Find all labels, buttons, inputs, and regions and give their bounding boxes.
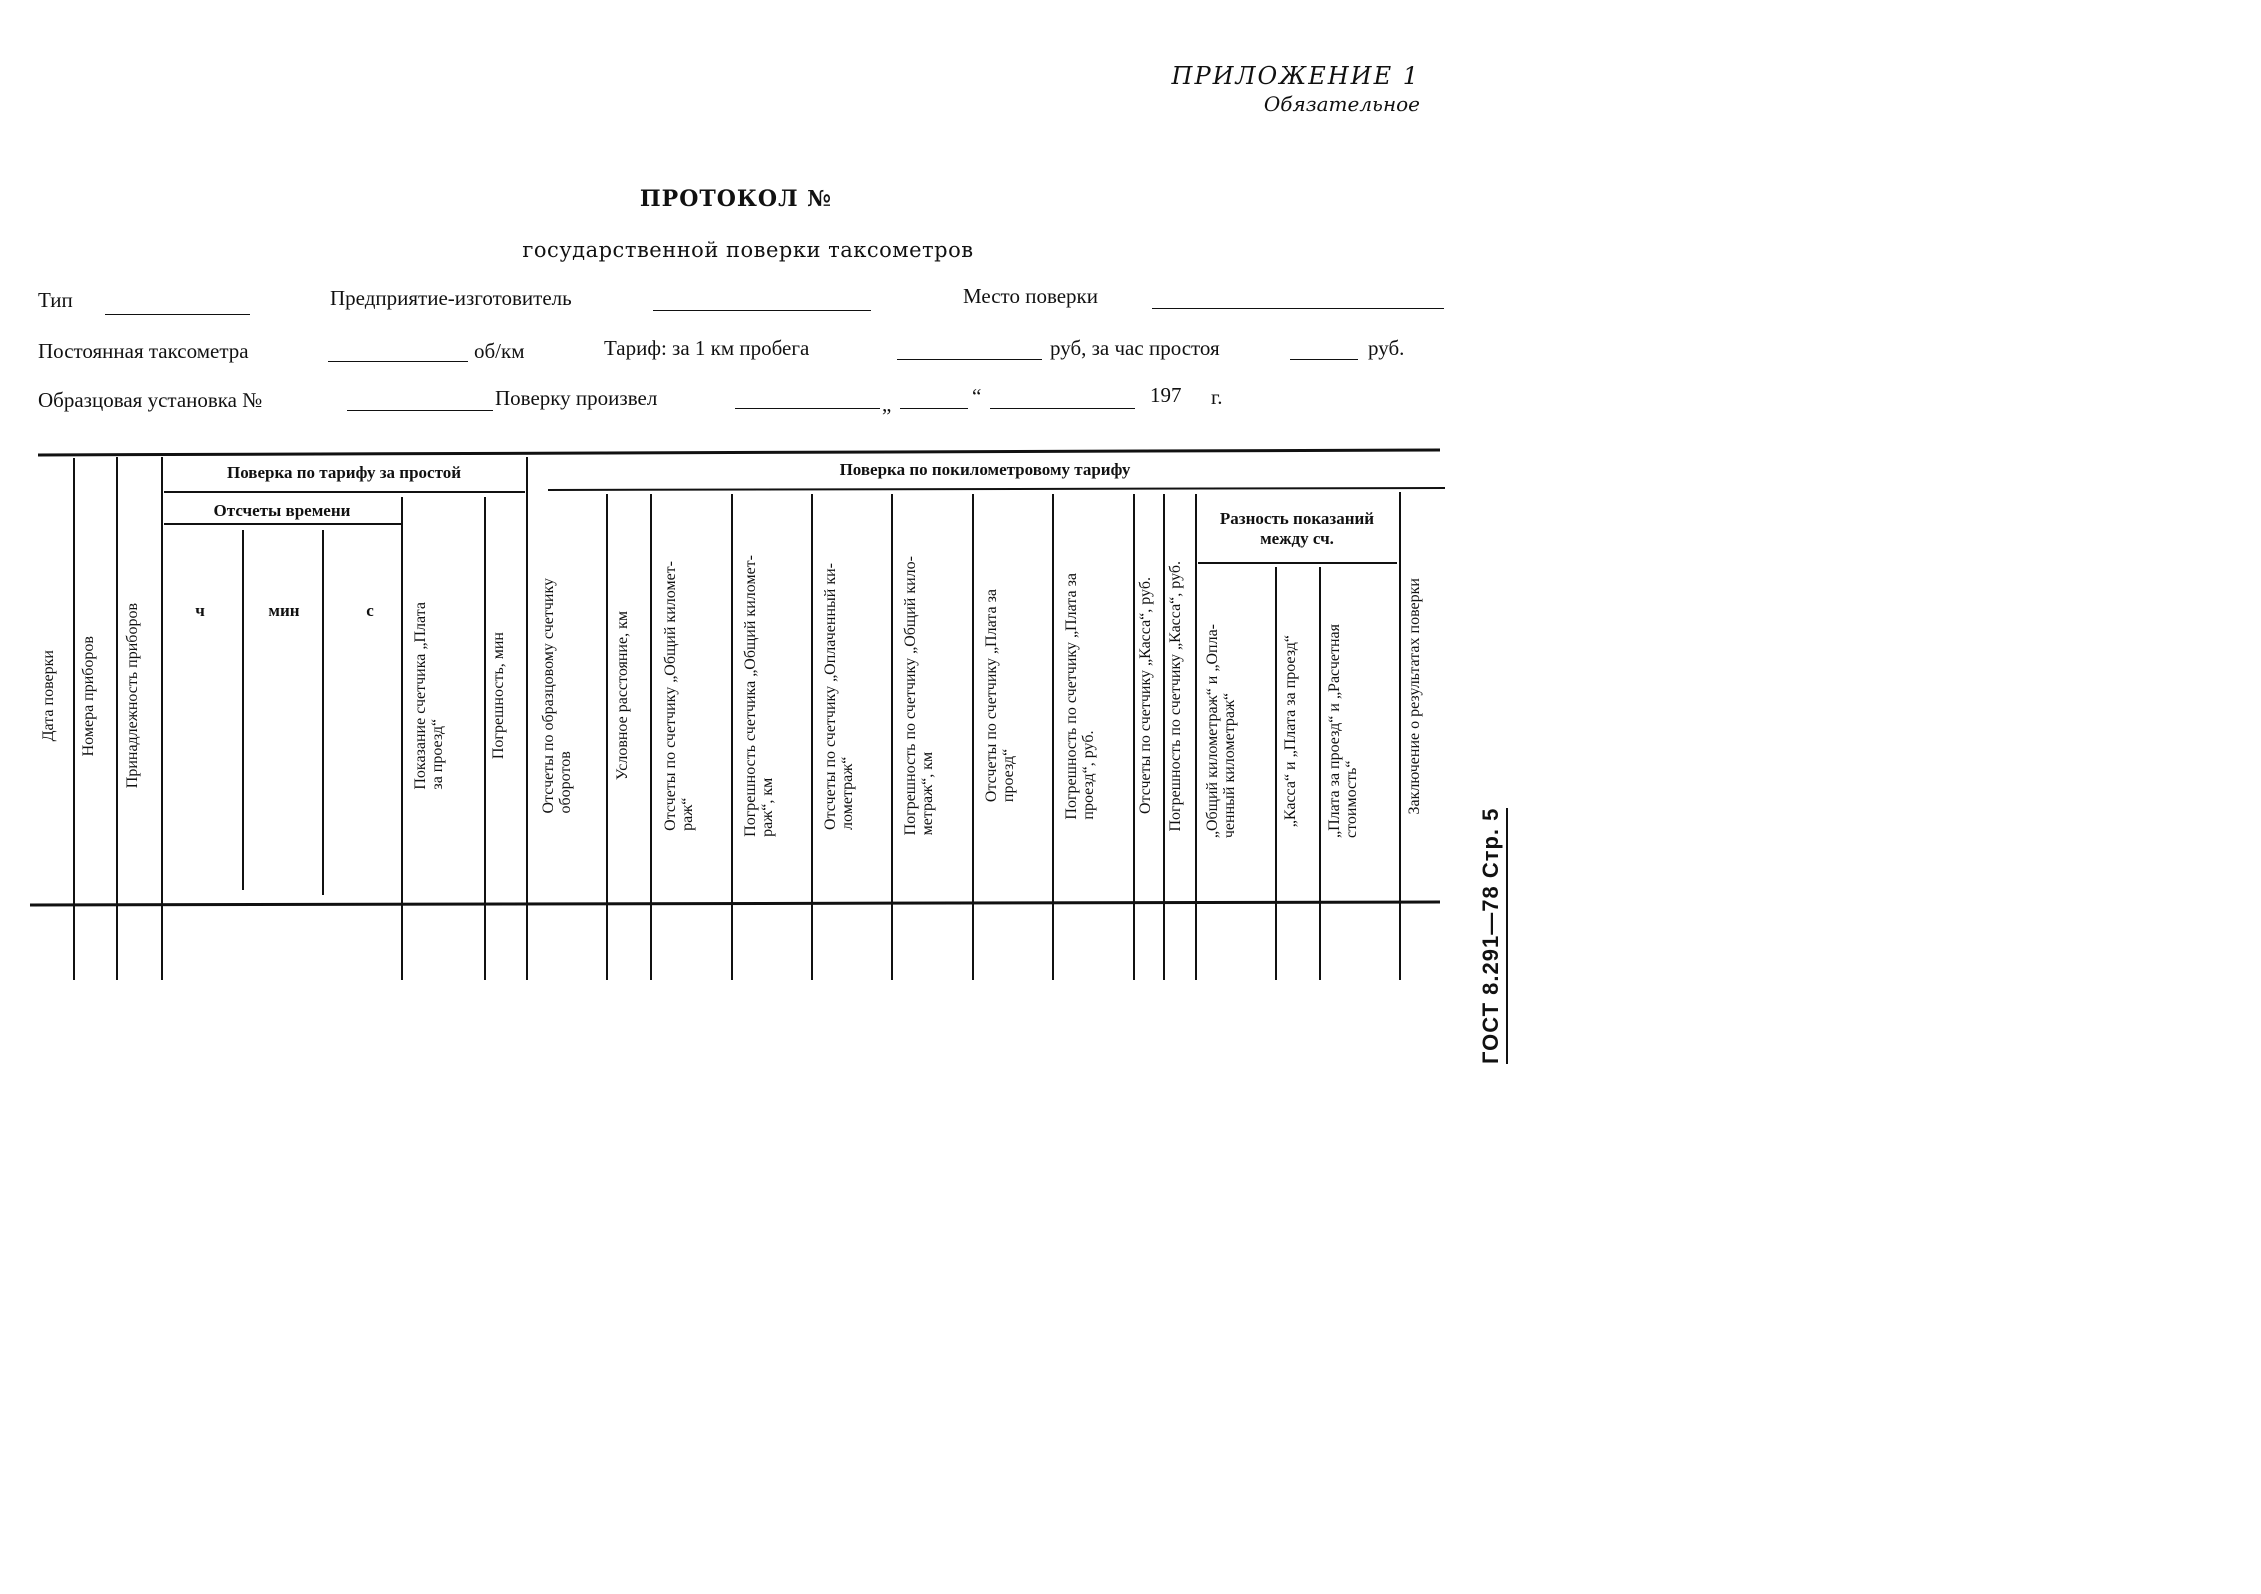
verified-by-label: Поверку произвел [495,386,658,410]
col-device-ownership: Принадлежность приборов [124,603,141,789]
reference-setup-label: Образцовая установка № [38,388,263,412]
year-label: 197 [1150,383,1182,407]
col-diff-total-vs-paid-mileage: „Общий километраж“ и „Опла- ченный километраж“ [1204,623,1238,839]
place-label: Место поверки [963,284,1099,308]
col-cash-counter-error: Погрешность по счетчику „Касса“, руб. [1167,560,1184,832]
col-device-numbers: Номера приборов [80,635,97,757]
col-diff-fare-vs-calculated: „Плата за проезд“ и „Расчетная стоимость“ [1326,624,1360,838]
col-verification-date: Дата поверки [40,650,57,742]
col-total-mileage-readings: Отсчеты по счетчику „Общий километ- раж“ [662,561,696,831]
col-cash-counter-readings: Отсчеты по счетчику „Касса“, руб. [1137,577,1154,815]
tariff-unit-hour: руб. [1368,336,1405,360]
date-quote-close: “ [972,384,982,408]
group-idle-tariff: Поверка по тарифу за простой [226,463,461,482]
group-readings-difference: Разность показаний между сч. [1219,509,1375,548]
col-reference-counter-readings: Отсчеты по образцовому счетчику оборотов [540,578,574,814]
appendix-status: Обязательное [1263,92,1420,116]
col-fare-reading: Показание счетчика „Плата за проезд“ [412,602,446,790]
col-error-minutes: Погрешность, мин [490,632,507,760]
group-km-tariff: Поверка по покилометровому тарифу [839,460,1131,479]
group-time-readings: Отсчеты времени [213,501,351,520]
col-diff-cash-vs-fare: „Касса“ и „Плата за проезд“ [1282,634,1299,828]
constant-unit: об/км [474,339,525,363]
col-total-mileage-counter-error: Погрешность по счетчику „Общий кило- метраж“, км [902,556,936,836]
col-fare-counter-error: Погрешность по счетчику „Плата за проезд“, руб. [1063,572,1097,820]
col-fare-counter-readings: Отсчеты по счетчику „Плата за проезд“ [983,589,1017,803]
year-suffix: г. [1211,385,1223,409]
col-nominal-distance: Условное расстояние, км [614,611,631,781]
appendix-label: ПРИЛОЖЕНИЕ 1 [1171,62,1420,90]
col-paid-mileage-readings: Отсчеты по счетчику „Оплаченный ки- лометраж“ [822,562,856,830]
time-minutes: мин [268,601,300,620]
date-quote-open: „ [882,392,892,416]
col-verification-conclusion: Заключение о результатах поверки [1406,577,1423,815]
gost-page-label: ГОСТ 8.291—78 Стр. 5 [1478,808,1508,1064]
protocol-title: ПРОТОКОЛ № [639,186,833,212]
protocol-subtitle: государственной поверки таксометров [522,238,974,262]
col-total-mileage-error: Погрешность счетчика „Общий километ- раж“, км [742,555,776,837]
tariff-unit-km: руб, за час простоя [1050,336,1220,360]
tariff-label: Тариф: за 1 км пробега [604,336,810,360]
constant-label: Постоянная таксометра [38,339,249,363]
type-label: Тип [38,288,73,312]
time-hours: ч [195,601,205,620]
time-seconds: с [366,601,374,620]
manufacturer-label: Предприятие-изготовитель [330,286,572,310]
